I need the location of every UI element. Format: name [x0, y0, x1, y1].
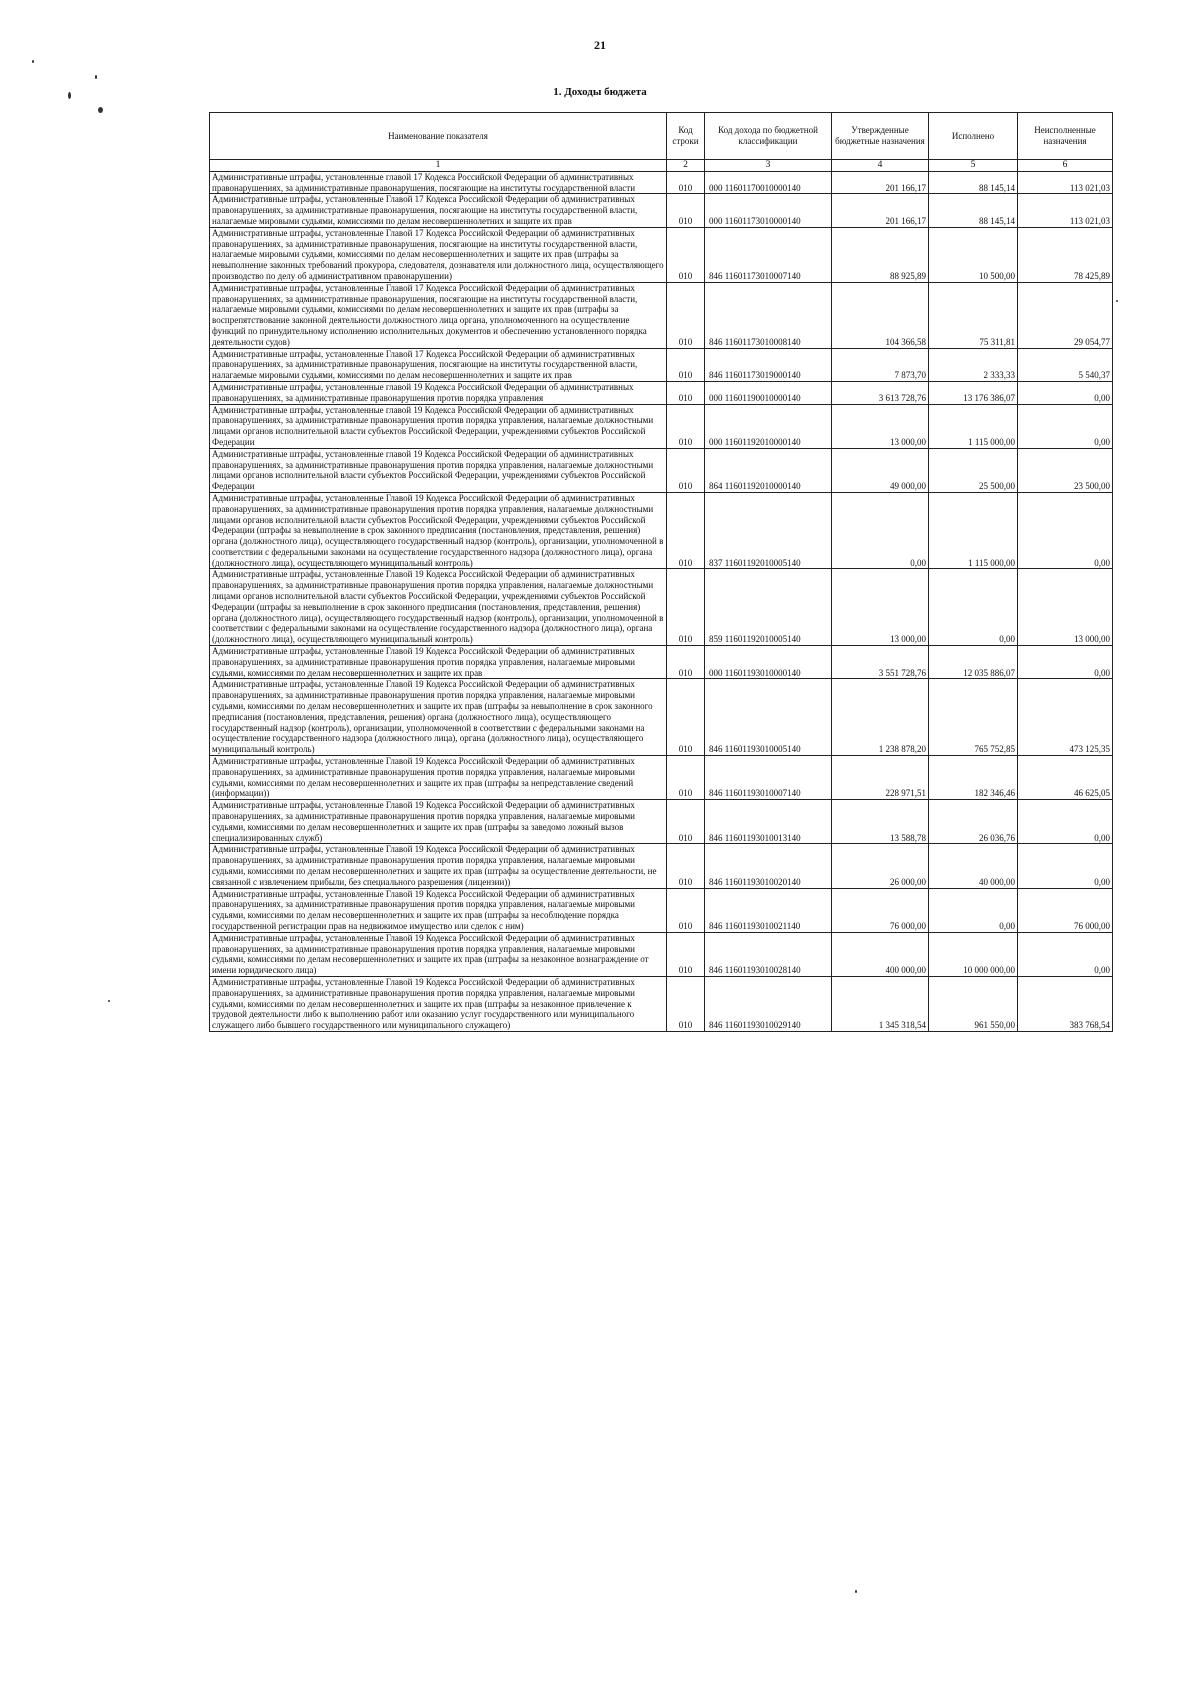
section-title: 1. Доходы бюджета [553, 86, 647, 98]
cell-approved: 13 000,00 [832, 569, 929, 646]
table-row [210, 646, 1113, 679]
cell-unfulfilled: 113 021,03 [1018, 171, 1113, 194]
cell-code: 010 [667, 932, 705, 976]
cell-kbk: 859 11601192010005140 [705, 569, 832, 646]
cell-unfulfilled: 0,00 [1018, 646, 1113, 679]
cell-unfulfilled: 13 000,00 [1018, 569, 1113, 646]
cell-unfulfilled: 5 540,37 [1018, 348, 1113, 381]
column-number: 3 [705, 160, 832, 172]
cell-approved: 201 166,17 [832, 194, 929, 227]
cell-code: 010 [667, 569, 705, 646]
cell-code: 010 [667, 348, 705, 381]
cell-name: Административные штрафы, установленные Главой 19 Кодекса Российской Федерации об административных правонарушениях, за административные правонарушения против порядка управления, налагаемые мировыми судьями, комиссиями по делам несовершеннолетних и защите их прав [210, 646, 667, 679]
scan-speck [98, 107, 103, 113]
cell-kbk: 846 11601193010013140 [705, 800, 832, 844]
cell-name: Административные штрафы, установленные главой 19 Кодекса Российской Федерации об административных правонарушениях, за административные правонарушения против порядка управления [210, 381, 667, 404]
column-number-row [210, 160, 1113, 172]
budget-income-table [209, 112, 1113, 1032]
cell-name: Административные штрафы, установленные Главой 17 Кодекса Российской Федерации об административных правонарушениях, за административные правонарушения, посягающие на институты государственной власти, налагаемые мировыми судьями, комиссиями по делам несовершеннолетних и защите их прав [210, 348, 667, 381]
cell-unfulfilled: 383 768,54 [1018, 976, 1113, 1031]
cell-done: 10 500,00 [929, 227, 1018, 282]
cell-approved: 400 000,00 [832, 932, 929, 976]
cell-done: 26 036,76 [929, 800, 1018, 844]
cell-unfulfilled: 76 000,00 [1018, 888, 1113, 932]
table-row [210, 381, 1113, 404]
cell-done: 2 333,33 [929, 348, 1018, 381]
table-row [210, 976, 1113, 1031]
cell-kbk: 846 11601193010028140 [705, 932, 832, 976]
cell-kbk: 000 11601170010000140 [705, 171, 832, 194]
table-row [210, 800, 1113, 844]
cell-done: 1 115 000,00 [929, 492, 1018, 569]
cell-kbk: 846 11601173010007140 [705, 227, 832, 282]
cell-unfulfilled: 0,00 [1018, 404, 1113, 448]
cell-code: 010 [667, 227, 705, 282]
scan-speck [95, 75, 97, 79]
cell-code: 010 [667, 679, 705, 756]
cell-code: 010 [667, 646, 705, 679]
cell-done: 40 000,00 [929, 844, 1018, 888]
column-number: 4 [832, 160, 929, 172]
cell-kbk: 846 11601173019000140 [705, 348, 832, 381]
cell-unfulfilled: 46 625,05 [1018, 756, 1113, 800]
cell-kbk: 000 11601173010000140 [705, 194, 832, 227]
cell-code: 010 [667, 976, 705, 1031]
cell-unfulfilled: 29 054,77 [1018, 282, 1113, 348]
cell-done: 0,00 [929, 888, 1018, 932]
table-row [210, 404, 1113, 448]
cell-done: 765 752,85 [929, 679, 1018, 756]
budget-income-table-wrapper [209, 112, 1112, 1032]
cell-approved: 49 000,00 [832, 448, 929, 492]
cell-approved: 13 000,00 [832, 404, 929, 448]
cell-approved: 3 613 728,76 [832, 381, 929, 404]
table-row [210, 569, 1113, 646]
column-number: 1 [210, 160, 667, 172]
cell-unfulfilled: 78 425,89 [1018, 227, 1113, 282]
cell-kbk: 837 11601192010005140 [705, 492, 832, 569]
cell-kbk: 846 11601193010005140 [705, 679, 832, 756]
column-number: 6 [1018, 160, 1113, 172]
cell-approved: 88 925,89 [832, 227, 929, 282]
scan-speck [108, 1000, 110, 1002]
cell-name: Административные штрафы, установленные главой 19 Кодекса Российской Федерации об административных правонарушениях, за административные правонарушения против порядка управления, налагаемые должностными лицами органов исполнительной власти субъектов Российской Федерации, учреждениями субъектов Российской Федерации [210, 448, 667, 492]
header-name: Наименование показателя [210, 113, 667, 160]
cell-approved: 1 345 318,54 [832, 976, 929, 1031]
cell-code: 010 [667, 800, 705, 844]
cell-name: Административные штрафы, установленные Главой 17 Кодекса Российской Федерации об административных правонарушениях, за административные правонарушения, посягающие на институты государственной власти, налагаемые мировыми судьями, комиссиями по делам несовершеннолетних и защите их прав (штрафы за невыполнение законных требований прокурора, следователя, дознавателя или должностного лица, осуществляющего производство по делу об административном правонарушении) [210, 227, 667, 282]
table-row [210, 888, 1113, 932]
cell-approved: 201 166,17 [832, 171, 929, 194]
cell-name: Административные штрафы, установленные главой 17 Кодекса Российской Федерации об административных правонарушениях, за административные правонарушения, посягающие на институты государственной власти [210, 171, 667, 194]
cell-name: Административные штрафы, установленные Главой 19 Кодекса Российской Федерации об административных правонарушениях, за административные правонарушения против порядка управления, налагаемые мировыми судьями, комиссиями по делам несовершеннолетних и защите их прав (штрафы за несоблюдение порядка государственной регистрации прав на недвижимое имущество или сделок с ним) [210, 888, 667, 932]
cell-done: 75 311,81 [929, 282, 1018, 348]
cell-kbk: 846 11601193010020140 [705, 844, 832, 888]
table-row [210, 756, 1113, 800]
header-kbk: Код дохода по бюджетной классификации [705, 113, 832, 160]
cell-code: 010 [667, 756, 705, 800]
cell-approved: 76 000,00 [832, 888, 929, 932]
table-row [210, 932, 1113, 976]
cell-kbk: 864 11601192010000140 [705, 448, 832, 492]
cell-kbk: 000 11601190010000140 [705, 381, 832, 404]
page-number: 21 [594, 38, 606, 52]
cell-code: 010 [667, 404, 705, 448]
table-row [210, 282, 1113, 348]
cell-unfulfilled: 0,00 [1018, 800, 1113, 844]
scan-speck [855, 1590, 857, 1593]
cell-name: Административные штрафы, установленные Главой 19 Кодекса Российской Федерации об административных правонарушениях, за административные правонарушения против порядка управления, налагаемые мировыми судьями, комиссиями по делам несовершеннолетних и защите их прав (штрафы за непредставление сведений (информации)) [210, 756, 667, 800]
table-body [210, 171, 1113, 1031]
cell-name: Административные штрафы, установленные Главой 19 Кодекса Российской Федерации об административных правонарушениях, за административные правонарушения против порядка управления, налагаемые мировыми судьями, комиссиями по делам несовершеннолетних и защите их прав (штрафы за осуществление деятельности, не связанной с извлечением прибыли, без специального разрешения (лицензии)) [210, 844, 667, 888]
cell-done: 88 145,14 [929, 171, 1018, 194]
scan-speck [32, 60, 34, 63]
cell-kbk: 000 11601193010000140 [705, 646, 832, 679]
cell-kbk: 846 11601193010029140 [705, 976, 832, 1031]
cell-code: 010 [667, 282, 705, 348]
table-header-row [210, 113, 1113, 160]
cell-approved: 26 000,00 [832, 844, 929, 888]
cell-kbk: 846 11601193010007140 [705, 756, 832, 800]
cell-approved: 3 551 728,76 [832, 646, 929, 679]
cell-name: Административные штрафы, установленные Главой 19 Кодекса Российской Федерации об административных правонарушениях, за административные правонарушения против порядка управления, налагаемые должностными лицами органов исполнительной власти субъектов Российской Федерации, учреждениями субъектов Российской Федерации (штрафы за невыполнение в срок законного предписания (постановления, представления, решения) органа (должностного лица), осуществляющего государственный надзор (контроль), организации, уполномоченной в соответствии с федеральными законами на осуществление государственного надзора (должностного лица), органа (должностного лица), осуществляющего муниципальный контроль) [210, 492, 667, 569]
cell-code: 010 [667, 492, 705, 569]
cell-unfulfilled: 0,00 [1018, 844, 1113, 888]
column-number: 5 [929, 160, 1018, 172]
cell-name: Административные штрафы, установленные Главой 19 Кодекса Российской Федерации об административных правонарушениях, за административные правонарушения против порядка управления, налагаемые мировыми судьями, комиссиями по делам несовершеннолетних и защите их прав (штрафы за заведомо ложный вызов специализированных служб) [210, 800, 667, 844]
cell-name: Административные штрафы, установленные Главой 19 Кодекса Российской Федерации об административных правонарушениях, за административные правонарушения против порядка управления, налагаемые мировыми судьями, комиссиями по делам несовершеннолетних и защите их прав (штрафы за незаконное вознаграждение от имени юридического лица) [210, 932, 667, 976]
table-row [210, 492, 1113, 569]
cell-unfulfilled: 23 500,00 [1018, 448, 1113, 492]
cell-code: 010 [667, 448, 705, 492]
cell-name: Административные штрафы, установленные Главой 19 Кодекса Российской Федерации об административных правонарушениях, за административные правонарушения против порядка управления, налагаемые должностными лицами органов исполнительной власти субъектов Российской Федерации, учреждениями субъектов Российской Федерации (штрафы за невыполнение в срок законного предписания (постановления, представления, решения) органа (должностного лица), осуществляющего государственный надзор (контроль), организации, уполномоченной в соответствии с федеральными законами на осуществление государственного надзора (должностного лица), органа (должностного лица), осуществляющего муниципальный контроль) [210, 569, 667, 646]
cell-unfulfilled: 473 125,35 [1018, 679, 1113, 756]
cell-code: 010 [667, 844, 705, 888]
cell-name: Административные штрафы, установленные главой 19 Кодекса Российской Федерации об административных правонарушениях, за административные правонарушения против порядка управления, налагаемые должностными лицами органов исполнительной власти субъектов Российской Федерации, учреждениями субъектов Российской Федерации [210, 404, 667, 448]
header-unfulfilled: Неисполненные назначения [1018, 113, 1113, 160]
scan-speck [1116, 300, 1118, 302]
cell-kbk: 846 11601193010021140 [705, 888, 832, 932]
table-row [210, 679, 1113, 756]
cell-unfulfilled: 113 021,03 [1018, 194, 1113, 227]
cell-approved: 13 588,78 [832, 800, 929, 844]
cell-approved: 7 873,70 [832, 348, 929, 381]
cell-name: Административные штрафы, установленные Главой 17 Кодекса Российской Федерации об административных правонарушениях, за административные правонарушения, посягающие на институты государственной власти, налагаемые мировыми судьями, комиссиями по делам несовершеннолетних и защите их прав [210, 194, 667, 227]
column-number: 2 [667, 160, 705, 172]
header-approved: Утвержденные бюджетные назначения [832, 113, 929, 160]
table-row [210, 348, 1113, 381]
cell-name: Административные штрафы, установленные Главой 19 Кодекса Российской Федерации об административных правонарушениях, за административные правонарушения против порядка управления, налагаемые мировыми судьями, комиссиями по делам несовершеннолетних и защите их прав (штрафы за незаконное привлечение к трудовой деятельности либо к выполнению работ или оказанию услуг государственного или муниципального служащего либо бывшего государственного или муниципального служащего) [210, 976, 667, 1031]
cell-done: 12 035 886,07 [929, 646, 1018, 679]
table-row [210, 448, 1113, 492]
cell-name: Административные штрафы, установленные Главой 17 Кодекса Российской Федерации об административных правонарушениях, за административные правонарушения, посягающие на институты государственной власти, налагаемые мировыми судьями, комиссиями по делам несовершеннолетних и защите их прав (штрафы за воспрепятствование законной деятельности должностного лица органа, уполномоченного на осуществление функций по принудительному исполнению исполнительных документов и обеспечению установленного порядка деятельности судов) [210, 282, 667, 348]
cell-code: 010 [667, 171, 705, 194]
table-row [210, 844, 1113, 888]
cell-code: 010 [667, 194, 705, 227]
table-row [210, 227, 1113, 282]
cell-done: 961 550,00 [929, 976, 1018, 1031]
cell-unfulfilled: 0,00 [1018, 932, 1113, 976]
cell-approved: 104 366,58 [832, 282, 929, 348]
table-row [210, 194, 1113, 227]
cell-kbk: 000 11601192010000140 [705, 404, 832, 448]
table-row [210, 171, 1113, 194]
cell-done: 1 115 000,00 [929, 404, 1018, 448]
header-done: Исполнено [929, 113, 1018, 160]
cell-unfulfilled: 0,00 [1018, 492, 1113, 569]
cell-done: 13 176 386,07 [929, 381, 1018, 404]
cell-done: 88 145,14 [929, 194, 1018, 227]
cell-approved: 0,00 [832, 492, 929, 569]
cell-approved: 1 238 878,20 [832, 679, 929, 756]
cell-unfulfilled: 0,00 [1018, 381, 1113, 404]
cell-done: 0,00 [929, 569, 1018, 646]
cell-code: 010 [667, 888, 705, 932]
cell-approved: 228 971,51 [832, 756, 929, 800]
cell-code: 010 [667, 381, 705, 404]
cell-done: 182 346,46 [929, 756, 1018, 800]
header-code: Код строки [667, 113, 705, 160]
cell-name: Административные штрафы, установленные Главой 19 Кодекса Российской Федерации об административных правонарушениях, за административные правонарушения против порядка управления, налагаемые мировыми судьями, комиссиями по делам несовершеннолетних и защите их прав (штрафы за невыполнение в срок законного предписания (постановления, представления, решения) органа (должностного лица), осуществляющего государственный надзор (контроль), организации, уполномоченной в соответствии с федеральными законами на осуществление государственного надзора (должностного лица), органа (должностного лица), осуществляющего муниципальный контроль) [210, 679, 667, 756]
cell-done: 10 000 000,00 [929, 932, 1018, 976]
cell-kbk: 846 11601173010008140 [705, 282, 832, 348]
cell-done: 25 500,00 [929, 448, 1018, 492]
